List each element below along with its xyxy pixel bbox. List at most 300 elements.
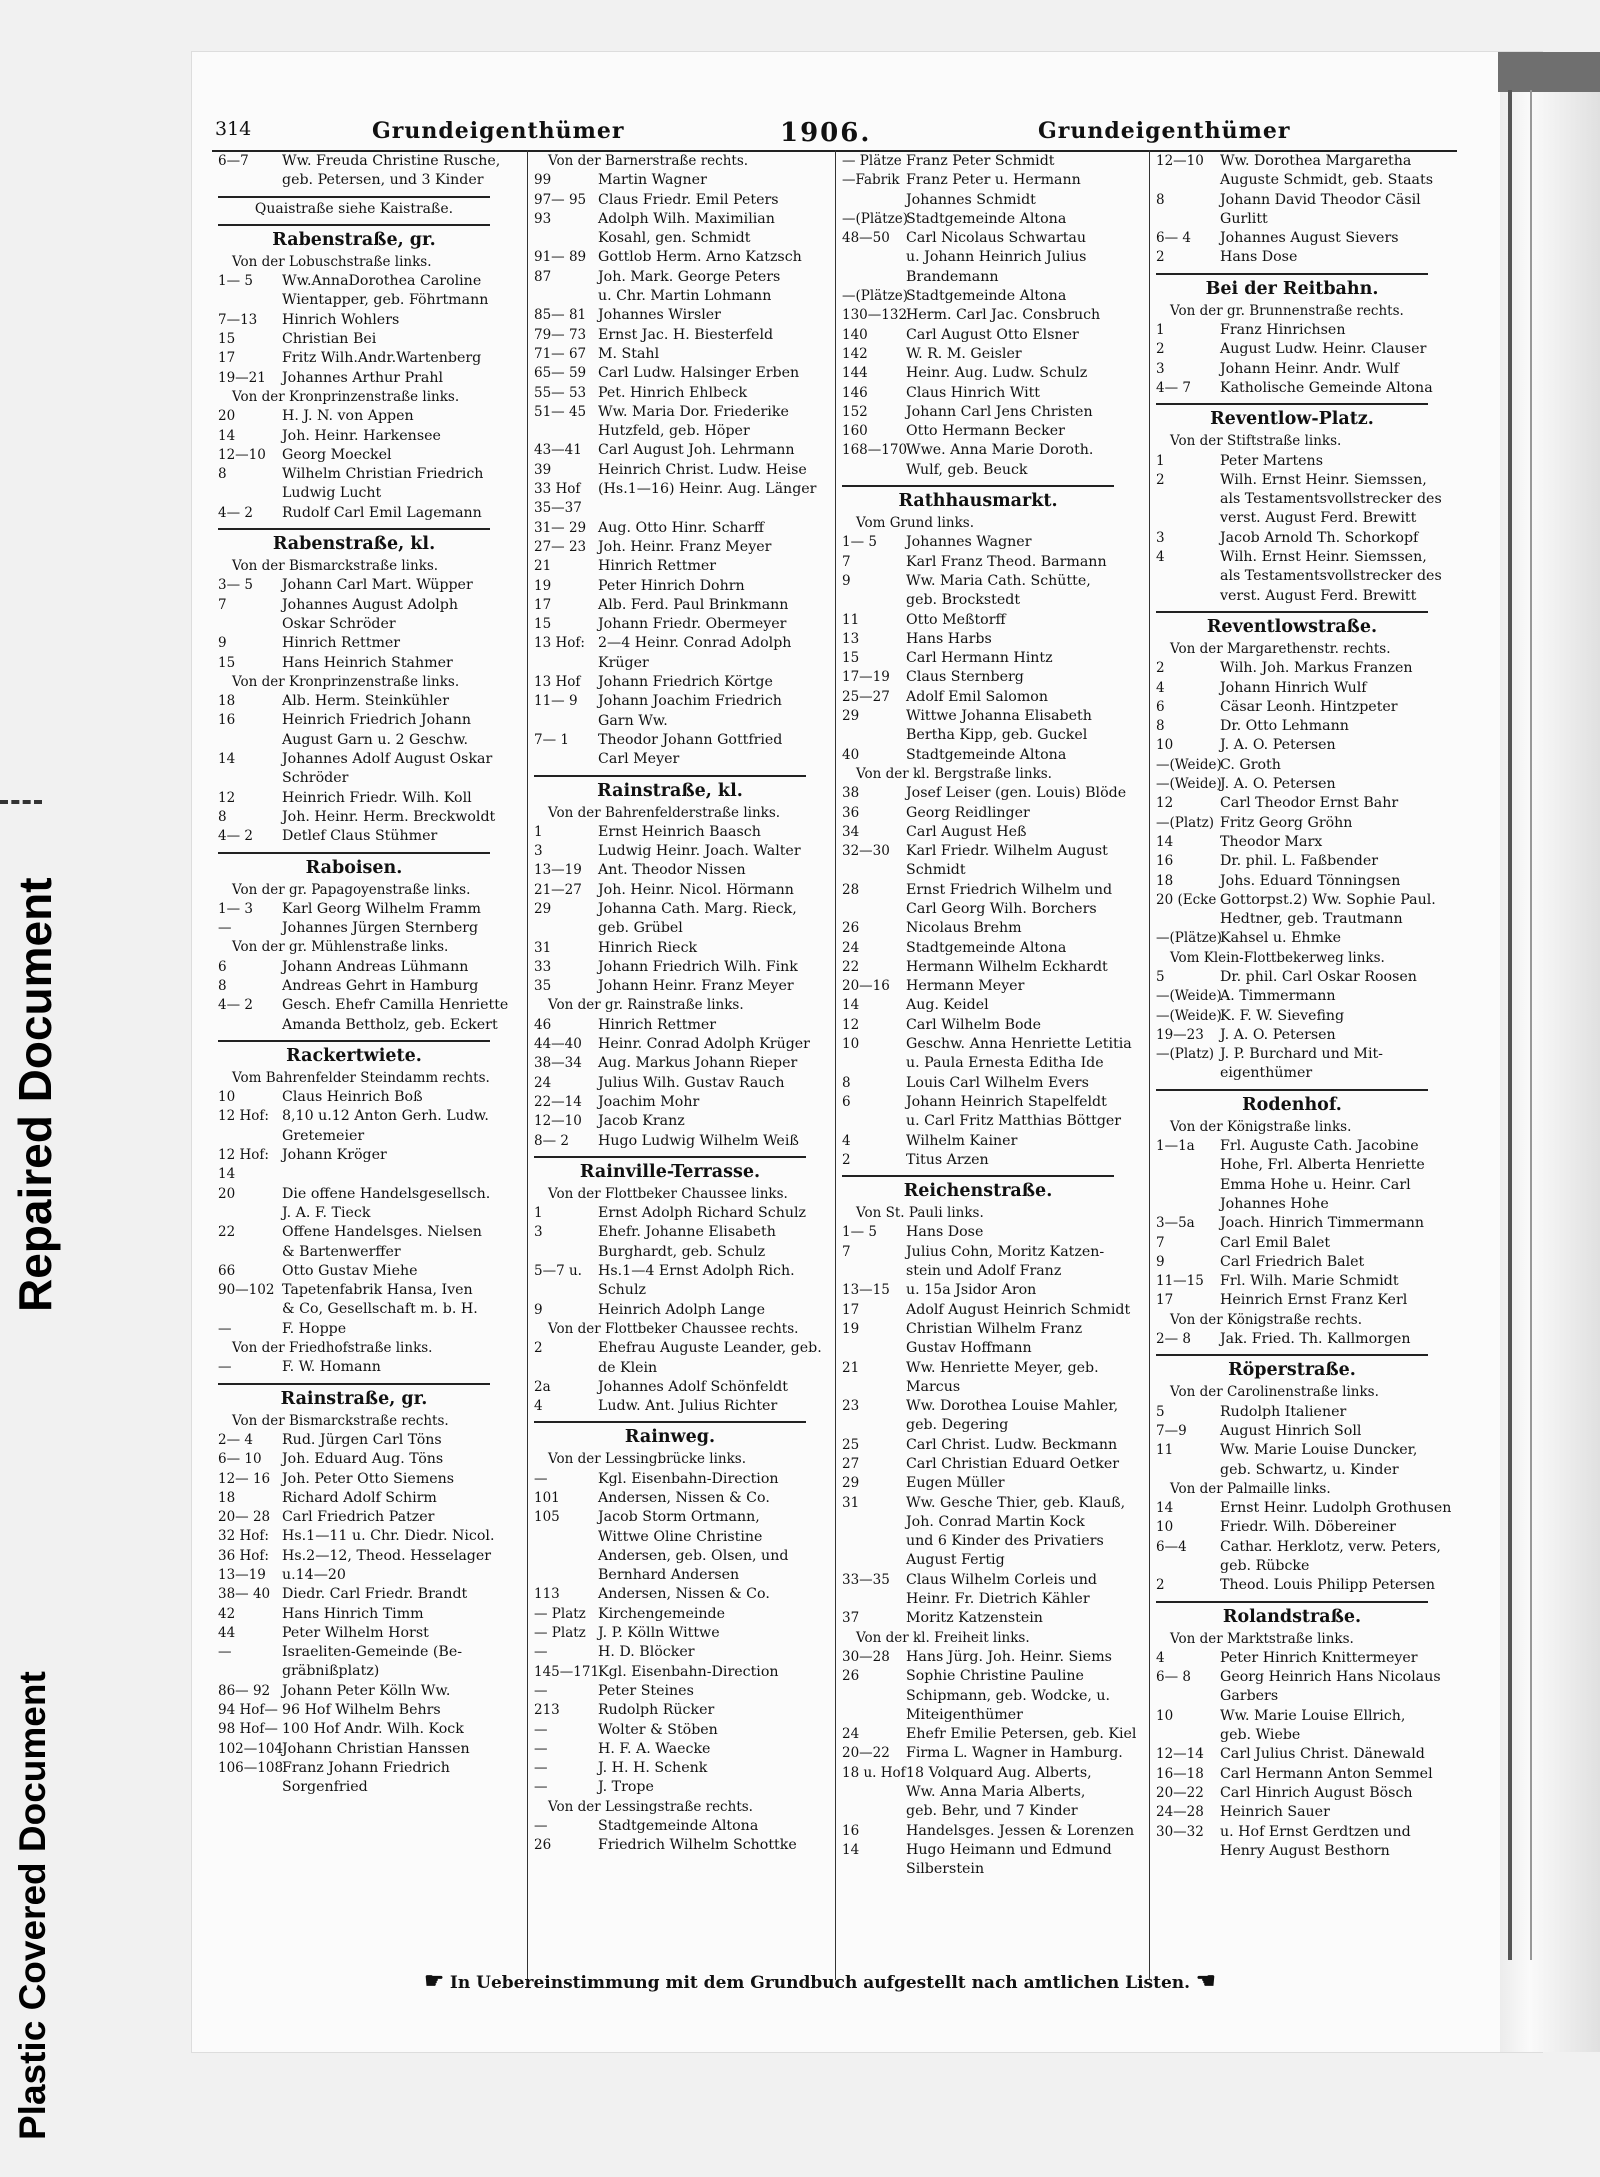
owner-name: Wilhelm Kainer — [906, 1132, 1018, 1149]
owner-name: Carl Wilhelm Bode — [906, 1016, 1042, 1033]
directory-entry — [534, 1470, 806, 1489]
directory-entry — [534, 577, 806, 596]
margin-dashed-line — [0, 800, 42, 804]
house-number: 12 Hof: — [218, 1147, 269, 1164]
owner-name — [282, 1165, 490, 1184]
house-number: 11— 9 — [534, 693, 578, 710]
directory-entry — [842, 1243, 1114, 1262]
directory-entry — [218, 900, 490, 919]
directory-entry — [1156, 360, 1428, 379]
directory-entry — [1156, 1214, 1428, 1233]
directory-entry — [534, 596, 806, 615]
owner-name: Andreas Gehrt in Hamburg — [282, 977, 479, 994]
directory-entry — [1156, 529, 1428, 548]
page-number: 314 — [215, 118, 252, 140]
owner-name: Theod. Louis Philipp Petersen — [1220, 1577, 1436, 1594]
house-number: — — [534, 1818, 548, 1835]
house-number: 130—132 — [842, 307, 908, 324]
house-number: 6—4 — [1156, 1538, 1187, 1555]
directory-entry — [534, 1378, 806, 1397]
house-number: 18 — [1156, 872, 1174, 889]
owner-name: Stadtgemeinde Altona — [906, 288, 1067, 305]
directory-entry — [534, 326, 806, 345]
directory-entry — [534, 403, 806, 422]
house-number: 2 — [1156, 1577, 1165, 1594]
directory-entry — [534, 1624, 806, 1643]
directory-entry — [1156, 1518, 1428, 1537]
house-number: 97— 95 — [534, 191, 587, 208]
directory-entry — [842, 1035, 1132, 1054]
house-number: 19 — [534, 577, 552, 594]
house-number: 10 — [842, 1036, 860, 1053]
owner-name: Louis Carl Wilhelm Evers — [906, 1074, 1089, 1091]
house-number: 2— 4 — [218, 1431, 253, 1448]
entry-continuation: Schulz — [598, 1282, 646, 1299]
directory-entry — [534, 1605, 806, 1624]
owner-name: J. P. Burchard und Mit- — [1220, 1046, 1383, 1063]
owner-name: Franz Hinrichsen — [1220, 322, 1346, 339]
house-number: 146 — [842, 384, 868, 401]
entry-continuation: Joh. Conrad Martin Kock — [906, 1513, 1085, 1530]
directory-entry — [842, 1301, 1131, 1320]
street-heading: Rainstraße, gr. — [218, 1383, 490, 1412]
directory-entry — [534, 1489, 806, 1508]
house-number: 24 — [842, 939, 860, 956]
directory-entry — [218, 1489, 490, 1508]
directory-entry — [842, 1609, 1114, 1628]
owner-name: Johann Hinrich Wulf — [1220, 679, 1367, 696]
direction-note: Von der Flottbeker Chaussee rechts. — [548, 1320, 799, 1337]
owner-name: Josef Leiser (gen. Louis) Blöde — [906, 785, 1127, 802]
house-number: 160 — [842, 423, 868, 440]
house-number: 4— 2 — [218, 504, 253, 521]
house-number: 2 — [1156, 471, 1165, 488]
owner-name: Johann Christian Hanssen — [282, 1740, 470, 1757]
owner-name: Joh. Heinr. Nicol. Hörmann — [598, 881, 794, 898]
owner-name — [598, 499, 806, 518]
owner-name: Joachim Mohr — [598, 1093, 700, 1110]
house-number: 1—1a — [1156, 1138, 1195, 1155]
house-number: 14 — [218, 427, 236, 444]
house-number: 3 — [1156, 360, 1165, 377]
house-number: 4— 7 — [1156, 379, 1191, 396]
directory-entry — [1156, 548, 1428, 567]
owner-name: Karl Franz Theod. Barmann — [906, 553, 1107, 570]
owner-name: Christian Bei — [282, 331, 377, 348]
directory-entry — [1156, 1441, 1428, 1460]
directory-entry — [218, 311, 490, 330]
directory-entry — [534, 1016, 806, 1035]
direction-note: Von der Bismarckstraße rechts. — [232, 1412, 449, 1429]
owner-name: Georg Moeckel — [282, 446, 392, 463]
owner-name: Stadtgemeinde Altona — [598, 1818, 759, 1835]
directory-entry — [842, 287, 1114, 306]
entry-continuation: Krüger — [598, 654, 649, 671]
owner-name: Martin Wagner — [598, 172, 707, 189]
entry-continuation: Ww. Anna Maria Alberts, — [906, 1784, 1086, 1801]
directory-entry — [842, 1016, 1114, 1035]
house-number: 6 — [218, 958, 227, 975]
owner-name: Wilhelm Christian Friedrich — [282, 466, 484, 483]
owner-name: J. A. O. Petersen — [1220, 776, 1336, 793]
owner-name: H. J. N. von Appen — [282, 408, 414, 425]
cross-reference-note: Quaistraße siehe Kaistraße. — [218, 196, 490, 219]
house-number: 71— 67 — [534, 345, 587, 362]
house-number: 7 — [842, 553, 851, 570]
owner-name: J. A. O. Petersen — [1220, 737, 1336, 754]
owner-name: Johann Kröger — [282, 1147, 387, 1164]
directory-entry — [218, 1185, 490, 1204]
entry-continuation: August Fertig — [906, 1552, 1005, 1569]
owner-name: Hans Dose — [906, 1224, 984, 1241]
direction-note: Von der gr. Brunnenstraße rechts. — [1170, 302, 1404, 319]
owner-name: Julius Cohn, Moritz Katzen- — [906, 1243, 1105, 1260]
directory-entry — [218, 919, 490, 938]
directory-entry — [218, 1223, 490, 1242]
owner-name: Joh. Heinr. Franz Meyer — [598, 538, 772, 555]
owner-name: Hinrich Rieck — [598, 939, 698, 956]
house-number: 22—14 — [534, 1093, 582, 1110]
street-heading: Reventlow-Platz. — [1156, 403, 1428, 432]
house-number: —(Plätze) — [842, 210, 909, 227]
directory-entry — [1156, 1330, 1428, 1349]
house-number: 38— 40 — [218, 1586, 271, 1603]
entry-continuation: als Testamentsvollstrecker des — [1220, 491, 1442, 508]
house-number: 6—7 — [218, 153, 249, 169]
house-number: 4— 2 — [218, 997, 253, 1014]
entry-continuation: Carl Georg Wilh. Borchers — [906, 900, 1097, 917]
owner-name: August Hinrich Soll — [1220, 1422, 1362, 1439]
house-number: 14 — [842, 997, 860, 1014]
owner-name: Sophie Christine Pauline — [906, 1668, 1084, 1685]
direction-note: Vom Grund links. — [856, 515, 975, 532]
entry-continuation: Garbers — [1220, 1688, 1279, 1705]
directory-entry — [534, 1759, 806, 1778]
directory-entry — [534, 248, 806, 267]
directory-entry — [534, 823, 806, 842]
directory-entry — [1156, 833, 1428, 852]
owner-name: Ernst Adolph Richard Schulz — [598, 1205, 806, 1222]
directory-entry — [842, 441, 1114, 460]
owner-name: Ww. Maria Cath. Schütte, — [906, 572, 1091, 589]
directory-entry — [1156, 1649, 1428, 1668]
directory-entry — [1156, 1784, 1428, 1803]
entry-continuation: de Klein — [598, 1359, 658, 1376]
directory-entry — [842, 1151, 1114, 1170]
directory-entry — [842, 422, 1114, 441]
house-number: 6— 10 — [218, 1451, 262, 1468]
owner-name: Hermann Meyer — [906, 978, 1025, 995]
owner-name: Georg Heinrich Hans Nicolaus — [1220, 1669, 1441, 1686]
house-number: 17 — [534, 596, 552, 613]
owner-name: Ernst Heinrich Baasch — [598, 823, 761, 840]
house-number: 8 — [842, 1074, 851, 1091]
owner-name: Richard Adolf Schirm — [282, 1489, 437, 1506]
directory-entry — [534, 1074, 806, 1093]
entry-continuation: geb. Brockstedt — [906, 592, 1021, 609]
directory-entry — [534, 1262, 806, 1281]
owner-name: J. Trope — [598, 1779, 654, 1796]
house-number: 44—40 — [534, 1036, 582, 1053]
entry-continuation: Miteigenthümer — [906, 1706, 1023, 1723]
directory-entry — [218, 1547, 490, 1566]
house-number: — Platz — [534, 1625, 586, 1642]
owner-name: 8,10 u.12 Anton Gerh. Ludw. — [282, 1108, 489, 1125]
directory-entry — [534, 673, 806, 692]
owner-name: Rudolph Italiener — [1220, 1403, 1347, 1420]
house-number: 28 — [842, 881, 860, 898]
owner-name: Wilh. Ernst Heinr. Siemssen, — [1220, 471, 1427, 488]
entry-continuation: Johannes Hohe — [1220, 1195, 1329, 1212]
owner-name: Ww.AnnaDorothea Caroline — [282, 273, 482, 290]
directory-entry — [534, 634, 806, 653]
house-number: —(Weide) — [1156, 776, 1222, 793]
owner-name: Frl. Auguste Cath. Jacobine — [1220, 1138, 1419, 1155]
house-number: 13 Hof — [534, 674, 581, 691]
directory-entry — [1156, 248, 1428, 267]
owner-name: Ernst Heinr. Ludolph Grothusen — [1220, 1500, 1452, 1517]
directory-entry — [842, 1764, 1114, 1783]
footer-note — [340, 1968, 1300, 1994]
owner-name: Hans Dose — [1220, 249, 1298, 266]
street-heading: Reichenstraße. — [842, 1175, 1114, 1204]
owner-name: Ehefrau Auguste Leander, geb. — [598, 1340, 822, 1357]
entry-continuation: Emma Hohe u. Heinr. Carl — [1220, 1176, 1411, 1193]
owner-name: Stadtgemeinde Altona — [906, 939, 1067, 956]
house-number: —(Plätze) — [1156, 930, 1223, 947]
directory-entry — [534, 615, 806, 634]
house-number: — — [534, 1682, 548, 1699]
owner-name: Geschw. Anna Henriette Letitia — [906, 1036, 1132, 1053]
house-number: 16 — [1156, 853, 1174, 870]
directory-entry — [1156, 852, 1428, 871]
owner-name: Dr. Otto Lehmann — [1220, 718, 1349, 735]
directory-entry — [1156, 929, 1428, 948]
header-year: 1906. — [780, 118, 872, 148]
house-number: 142 — [842, 345, 868, 362]
directory-entry — [1156, 872, 1428, 891]
owner-name: Andersen, Nissen & Co. — [598, 1490, 770, 1506]
directory-entry — [842, 958, 1114, 977]
directory-entry — [218, 1508, 490, 1527]
directory-entry — [842, 572, 1114, 591]
house-number: 4 — [1156, 1649, 1165, 1666]
directory-entry — [1156, 1234, 1428, 1253]
directory-entry — [218, 692, 490, 711]
house-number: 30—28 — [842, 1648, 890, 1665]
directory-entry — [534, 384, 806, 403]
owner-name: Johann Friedrich Wilh. Fink — [598, 958, 798, 975]
entry-continuation: Gurlitt — [1220, 210, 1268, 227]
house-number: 19—23 — [1156, 1026, 1204, 1043]
directory-entry — [534, 480, 817, 499]
owner-name: Ehefr. Johanne Elisabeth — [598, 1224, 776, 1241]
house-number: —(Weide) — [1156, 756, 1222, 773]
house-number: 31 — [842, 1494, 860, 1511]
directory-entry — [1156, 1823, 1428, 1842]
directory-entry — [534, 861, 806, 880]
house-number: 8 — [218, 808, 227, 825]
direction-note: Von der Königstraße links. — [1170, 1118, 1352, 1135]
owner-name: Eugen Müller — [906, 1475, 1005, 1492]
directory-entry — [842, 804, 1114, 823]
house-number: 14 — [1156, 833, 1174, 850]
house-number: 36 — [842, 804, 860, 821]
repaired-document-label: Repaired Document — [9, 877, 61, 1312]
house-number: 14 — [218, 1166, 236, 1183]
directory-column-4 — [1156, 152, 1452, 1861]
house-number: 12—14 — [1156, 1746, 1204, 1763]
owner-name: Heinr. Aug. Ludw. Schulz — [906, 365, 1088, 382]
street-heading: Rolandstraße. — [1156, 1601, 1428, 1630]
directory-entry — [1156, 1707, 1428, 1726]
directory-entry — [534, 191, 806, 210]
house-number: — — [218, 1359, 232, 1376]
owner-name: Carl Hinrich August Bösch — [1220, 1784, 1413, 1801]
directory-entry — [218, 1701, 490, 1720]
house-number: 152 — [842, 403, 868, 420]
house-number: 16 — [842, 1822, 860, 1839]
entry-continuation: & Co, Gesellschaft m. b. H. — [282, 1301, 478, 1318]
directory-entry — [842, 842, 1114, 861]
directory-entry — [218, 1320, 490, 1339]
header-title-right: Grundeigenthümer — [1038, 118, 1291, 144]
owner-name: Claus Heinrich Boß — [282, 1089, 423, 1106]
house-number: — — [218, 920, 232, 937]
owner-name: Ww. Maria Dor. Friederike — [598, 403, 789, 420]
street-heading: Röperstraße. — [1156, 1354, 1428, 1383]
directory-entry — [218, 1281, 490, 1300]
entry-continuation: geb. Schwartz, u. Kinder — [1220, 1461, 1399, 1478]
owner-name: Frl. Wilh. Marie Schmidt — [1220, 1273, 1399, 1290]
owner-name: Karl Georg Wilhelm Framm — [282, 900, 481, 917]
owner-name: 100 Hof Andr. Wilh. Kock — [282, 1721, 464, 1738]
directory-entry — [842, 881, 1114, 900]
entry-continuation: Heinr. Fr. Dietrich Kähler — [906, 1591, 1090, 1608]
house-number: 2 — [1156, 660, 1165, 677]
entry-continuation: Johannes Schmidt — [906, 191, 1036, 208]
directory-entry — [534, 557, 806, 576]
entry-continuation: Ludwig Lucht — [282, 485, 382, 502]
owner-name: Johann Friedrich Körtge — [598, 674, 773, 691]
house-number: 12 Hof: — [218, 1108, 269, 1125]
owner-name: A. Timmermann — [1220, 988, 1336, 1005]
house-number: 32 Hof: — [218, 1528, 269, 1545]
owner-name: Carl Hermann Hintz — [906, 650, 1053, 667]
direction-note: Von der kl. Bergstraße links. — [856, 765, 1052, 782]
owner-name: Theodor Marx — [1220, 833, 1323, 850]
directory-entry — [842, 1841, 1114, 1860]
house-number: 17 — [218, 350, 236, 367]
directory-entry — [1156, 379, 1433, 398]
owner-name: Carl Emil Balet — [1220, 1234, 1331, 1251]
owner-name: Karl Friedr. Wilhelm August — [906, 843, 1108, 860]
directory-entry — [534, 1093, 806, 1112]
entry-continuation: Auguste Schmidt, geb. Staats — [1220, 172, 1433, 189]
directory-entry — [842, 229, 1114, 248]
house-number: 2— 8 — [1156, 1331, 1191, 1348]
owner-name: Joh. Heinr. Herm. Breckwoldt — [282, 808, 496, 825]
owner-name: Carl Christ. Ludw. Beckmann — [906, 1436, 1118, 1453]
entry-continuation: Garn Ww. — [598, 712, 668, 729]
directory-entry — [534, 1643, 806, 1662]
house-number: 2 — [534, 1340, 543, 1357]
direction-note: Vom Klein-Flottbekerweg links. — [1170, 949, 1385, 966]
owner-name: Claus Hinrich Witt — [906, 384, 1041, 401]
house-number: —(Plätze) — [842, 288, 909, 305]
directory-entry — [218, 1358, 490, 1377]
directory-entry — [842, 977, 1114, 996]
house-number: 43—41 — [534, 442, 582, 459]
owner-name: Ww. Freuda Christine Rusche, — [282, 153, 501, 169]
directory-entry — [842, 668, 1114, 687]
entry-continuation: Kosahl, gen. Schmidt — [598, 230, 751, 247]
owner-name: Heinrich Friedrich Johann — [282, 712, 472, 729]
owner-name: Wilh. Ernst Heinr. Siemssen, — [1220, 549, 1427, 566]
house-number: 168—170 — [842, 442, 908, 459]
street-heading: Rainweg. — [534, 1421, 806, 1450]
direction-note: Von der gr. Papagoyenstraße links. — [232, 881, 471, 898]
directory-entry — [218, 1107, 490, 1126]
owner-name: Titus Arzen — [906, 1151, 989, 1168]
house-number: 29 — [842, 708, 860, 725]
owner-name: Hs.2—12, Theod. Hesselager — [282, 1547, 492, 1564]
directory-entry — [1156, 1253, 1428, 1272]
directory-entry — [534, 499, 806, 518]
house-number: 9 — [1156, 1253, 1165, 1270]
directory-entry — [842, 707, 1114, 726]
directory-entry — [1156, 191, 1428, 210]
entry-continuation: Amanda Bettholz, geb. Eckert — [282, 1016, 498, 1033]
house-number: 4 — [1156, 679, 1165, 696]
owner-name: August Ludw. Heinr. Clauser — [1220, 341, 1427, 358]
house-number: 12— 16 — [218, 1470, 271, 1487]
house-number: — — [218, 1644, 232, 1661]
directory-entry — [842, 784, 1127, 803]
directory-entry — [1156, 1007, 1428, 1026]
direction-note: Von der Kronprinzenstraße links. — [232, 388, 460, 405]
directory-entry — [534, 939, 806, 958]
house-number: 21 — [534, 558, 552, 575]
street-heading: Bei der Reitbahn. — [1156, 273, 1428, 302]
house-number: 93 — [534, 210, 552, 227]
house-number: 10 — [1156, 737, 1174, 754]
house-number: 12—10 — [218, 446, 266, 463]
owner-name: Alb. Ferd. Paul Brinkmann — [598, 596, 789, 613]
owner-name: Friedr. Wilh. Döbereiner — [1220, 1519, 1396, 1536]
directory-entry — [1156, 698, 1428, 717]
binding-edge — [1500, 52, 1600, 2052]
directory-entry — [534, 171, 806, 190]
entry-continuation: als Testamentsvollstrecker des — [1220, 568, 1442, 585]
directory-entry — [218, 1682, 490, 1701]
owner-name: Cathar. Herklotz, verw. Peters, — [1220, 1538, 1441, 1555]
house-number: 8 — [1156, 718, 1165, 735]
house-number: 3 — [1156, 529, 1165, 546]
house-number: 36 Hof: — [218, 1547, 269, 1564]
directory-entry — [842, 1223, 1114, 1242]
directory-entry — [218, 1088, 490, 1107]
direction-note: Von der Margarethenstr. rechts. — [1170, 640, 1391, 657]
directory-entry — [842, 649, 1114, 668]
house-number: 7—13 — [218, 311, 258, 328]
directory-column-1 — [218, 152, 509, 1798]
entry-continuation: Schröder — [282, 770, 349, 787]
directory-entry — [1156, 1137, 1428, 1156]
directory-entry — [1156, 452, 1428, 471]
directory-entry — [534, 1836, 806, 1855]
owner-name: Franz Peter u. Hermann — [906, 172, 1081, 189]
